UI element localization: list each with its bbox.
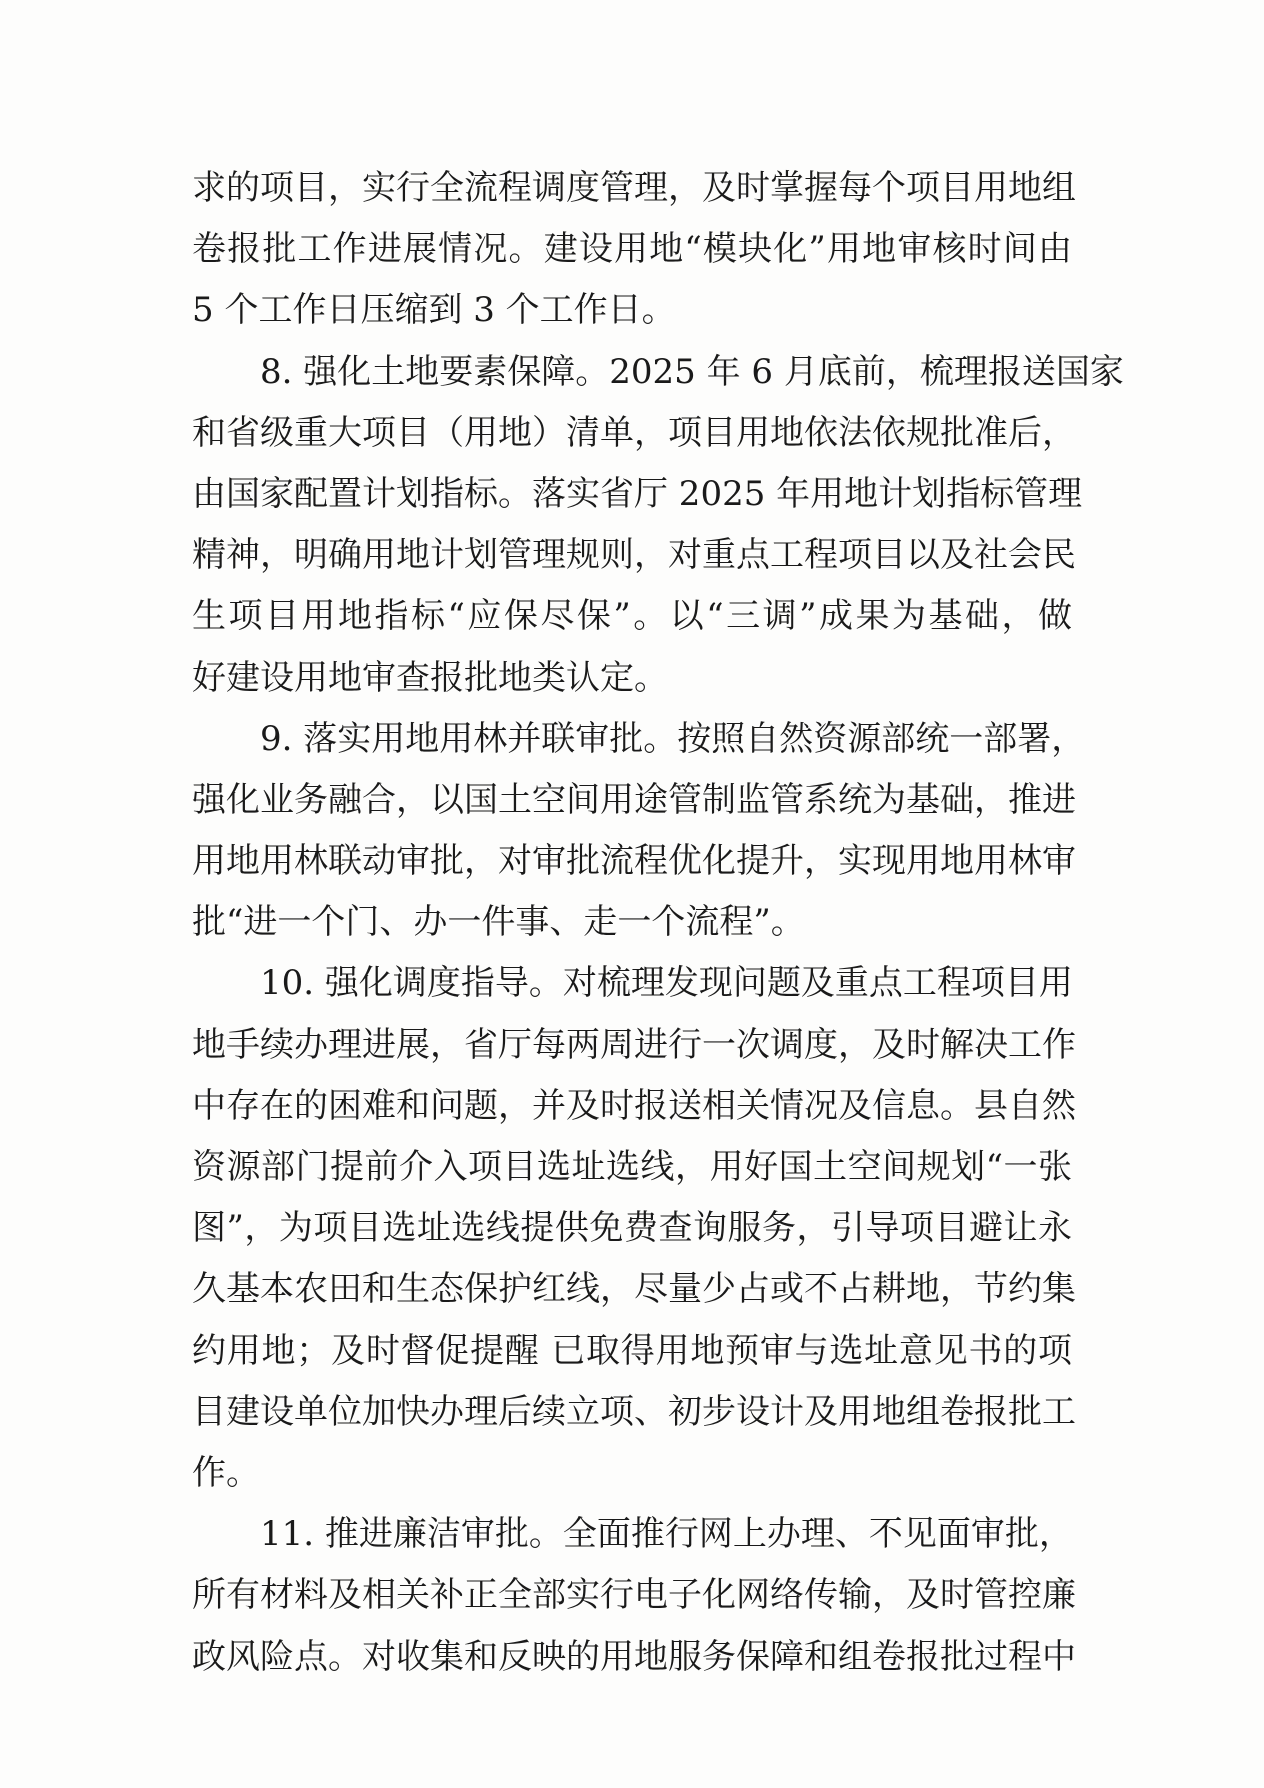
text-line: 好建设用地审查报批地类认定。 bbox=[192, 657, 668, 698]
text-line: 用地用林联动审批，对审批流程优化提升，实现用地用林审 bbox=[192, 841, 1076, 882]
text-line: 资源部门提前介入项目选址选线，用好国土空间规划“一张 bbox=[192, 1147, 1072, 1187]
text-line: 作。 bbox=[192, 1452, 260, 1493]
paragraph-8 bbox=[192, 342, 1124, 709]
paragraph-11 bbox=[192, 1504, 1076, 1688]
text-line: 求的项目，实行全流程调度管理，及时掌握每个项目用地组 bbox=[192, 168, 1076, 208]
text-line: 和省级重大项目（用地）清单，项目用地依法依规批准后， bbox=[192, 412, 1076, 453]
text-line: 约用地；及时督促提醒 已取得用地预审与选址意见书的项 bbox=[192, 1330, 1072, 1371]
text-line: 久基本农田和生态保护红线，尽量少占或不占耕地，节约集 bbox=[192, 1269, 1076, 1310]
text-line: 11. 推进廉洁审批。全面推行网上办理、不见面审批， bbox=[260, 1514, 1073, 1555]
paragraph-continued bbox=[192, 158, 1076, 342]
text-line: 精神，明确用地计划管理规则，对重点工程项目以及社会民 bbox=[192, 535, 1076, 576]
text-line: 所有材料及相关补正全部实行电子化网络传输，及时管控廉 bbox=[192, 1575, 1076, 1616]
text-line: 由国家配置计划指标。落实省厅 2025 年用地计划指标管理 bbox=[192, 473, 1083, 514]
text-line: 强化业务融合，以国土空间用途管制监管系统为基础，推进 bbox=[192, 779, 1076, 820]
text-line: 10. 强化调度指导。对梳理发现问题及重点工程项目用 bbox=[260, 963, 1073, 1004]
text-line: 地手续办理进展，省厅每两周进行一次调度，及时解决工作 bbox=[192, 1024, 1076, 1065]
text-line: 图”，为项目选址选线提供免费查询服务，引导项目避让永 bbox=[192, 1208, 1072, 1249]
text-line: 政风险点。对收集和反映的用地服务保障和组卷报批过程中 bbox=[192, 1636, 1076, 1677]
text-line: 生项目用地指标“应保尽保”。以“三调”成果为基础，做 bbox=[192, 596, 1072, 637]
text-line: 批“进一个门、办一件事、走一个流程”。 bbox=[192, 902, 805, 943]
text-line: 卷报批工作进展情况。建设用地“模块化”用地审核时间由 bbox=[192, 229, 1072, 270]
text-line: 5 个工作日压缩到 3 个工作日。 bbox=[192, 290, 676, 331]
text-line: 目建设单位加快办理后续立项、初步设计及用地组卷报批工 bbox=[192, 1391, 1076, 1432]
text-line: 9. 落实用地用林并联审批。按照自然资源部统一部署， bbox=[260, 718, 1086, 759]
document-body bbox=[192, 158, 1124, 1688]
text-line: 中存在的困难和问题，并及时报送相关情况及信息。县自然 bbox=[192, 1085, 1076, 1126]
paragraph-10 bbox=[192, 953, 1076, 1504]
text-line: 8. 强化土地要素保障。2025 年 6 月底前，梳理报送国家 bbox=[260, 351, 1124, 392]
paragraph-9 bbox=[192, 709, 1086, 954]
